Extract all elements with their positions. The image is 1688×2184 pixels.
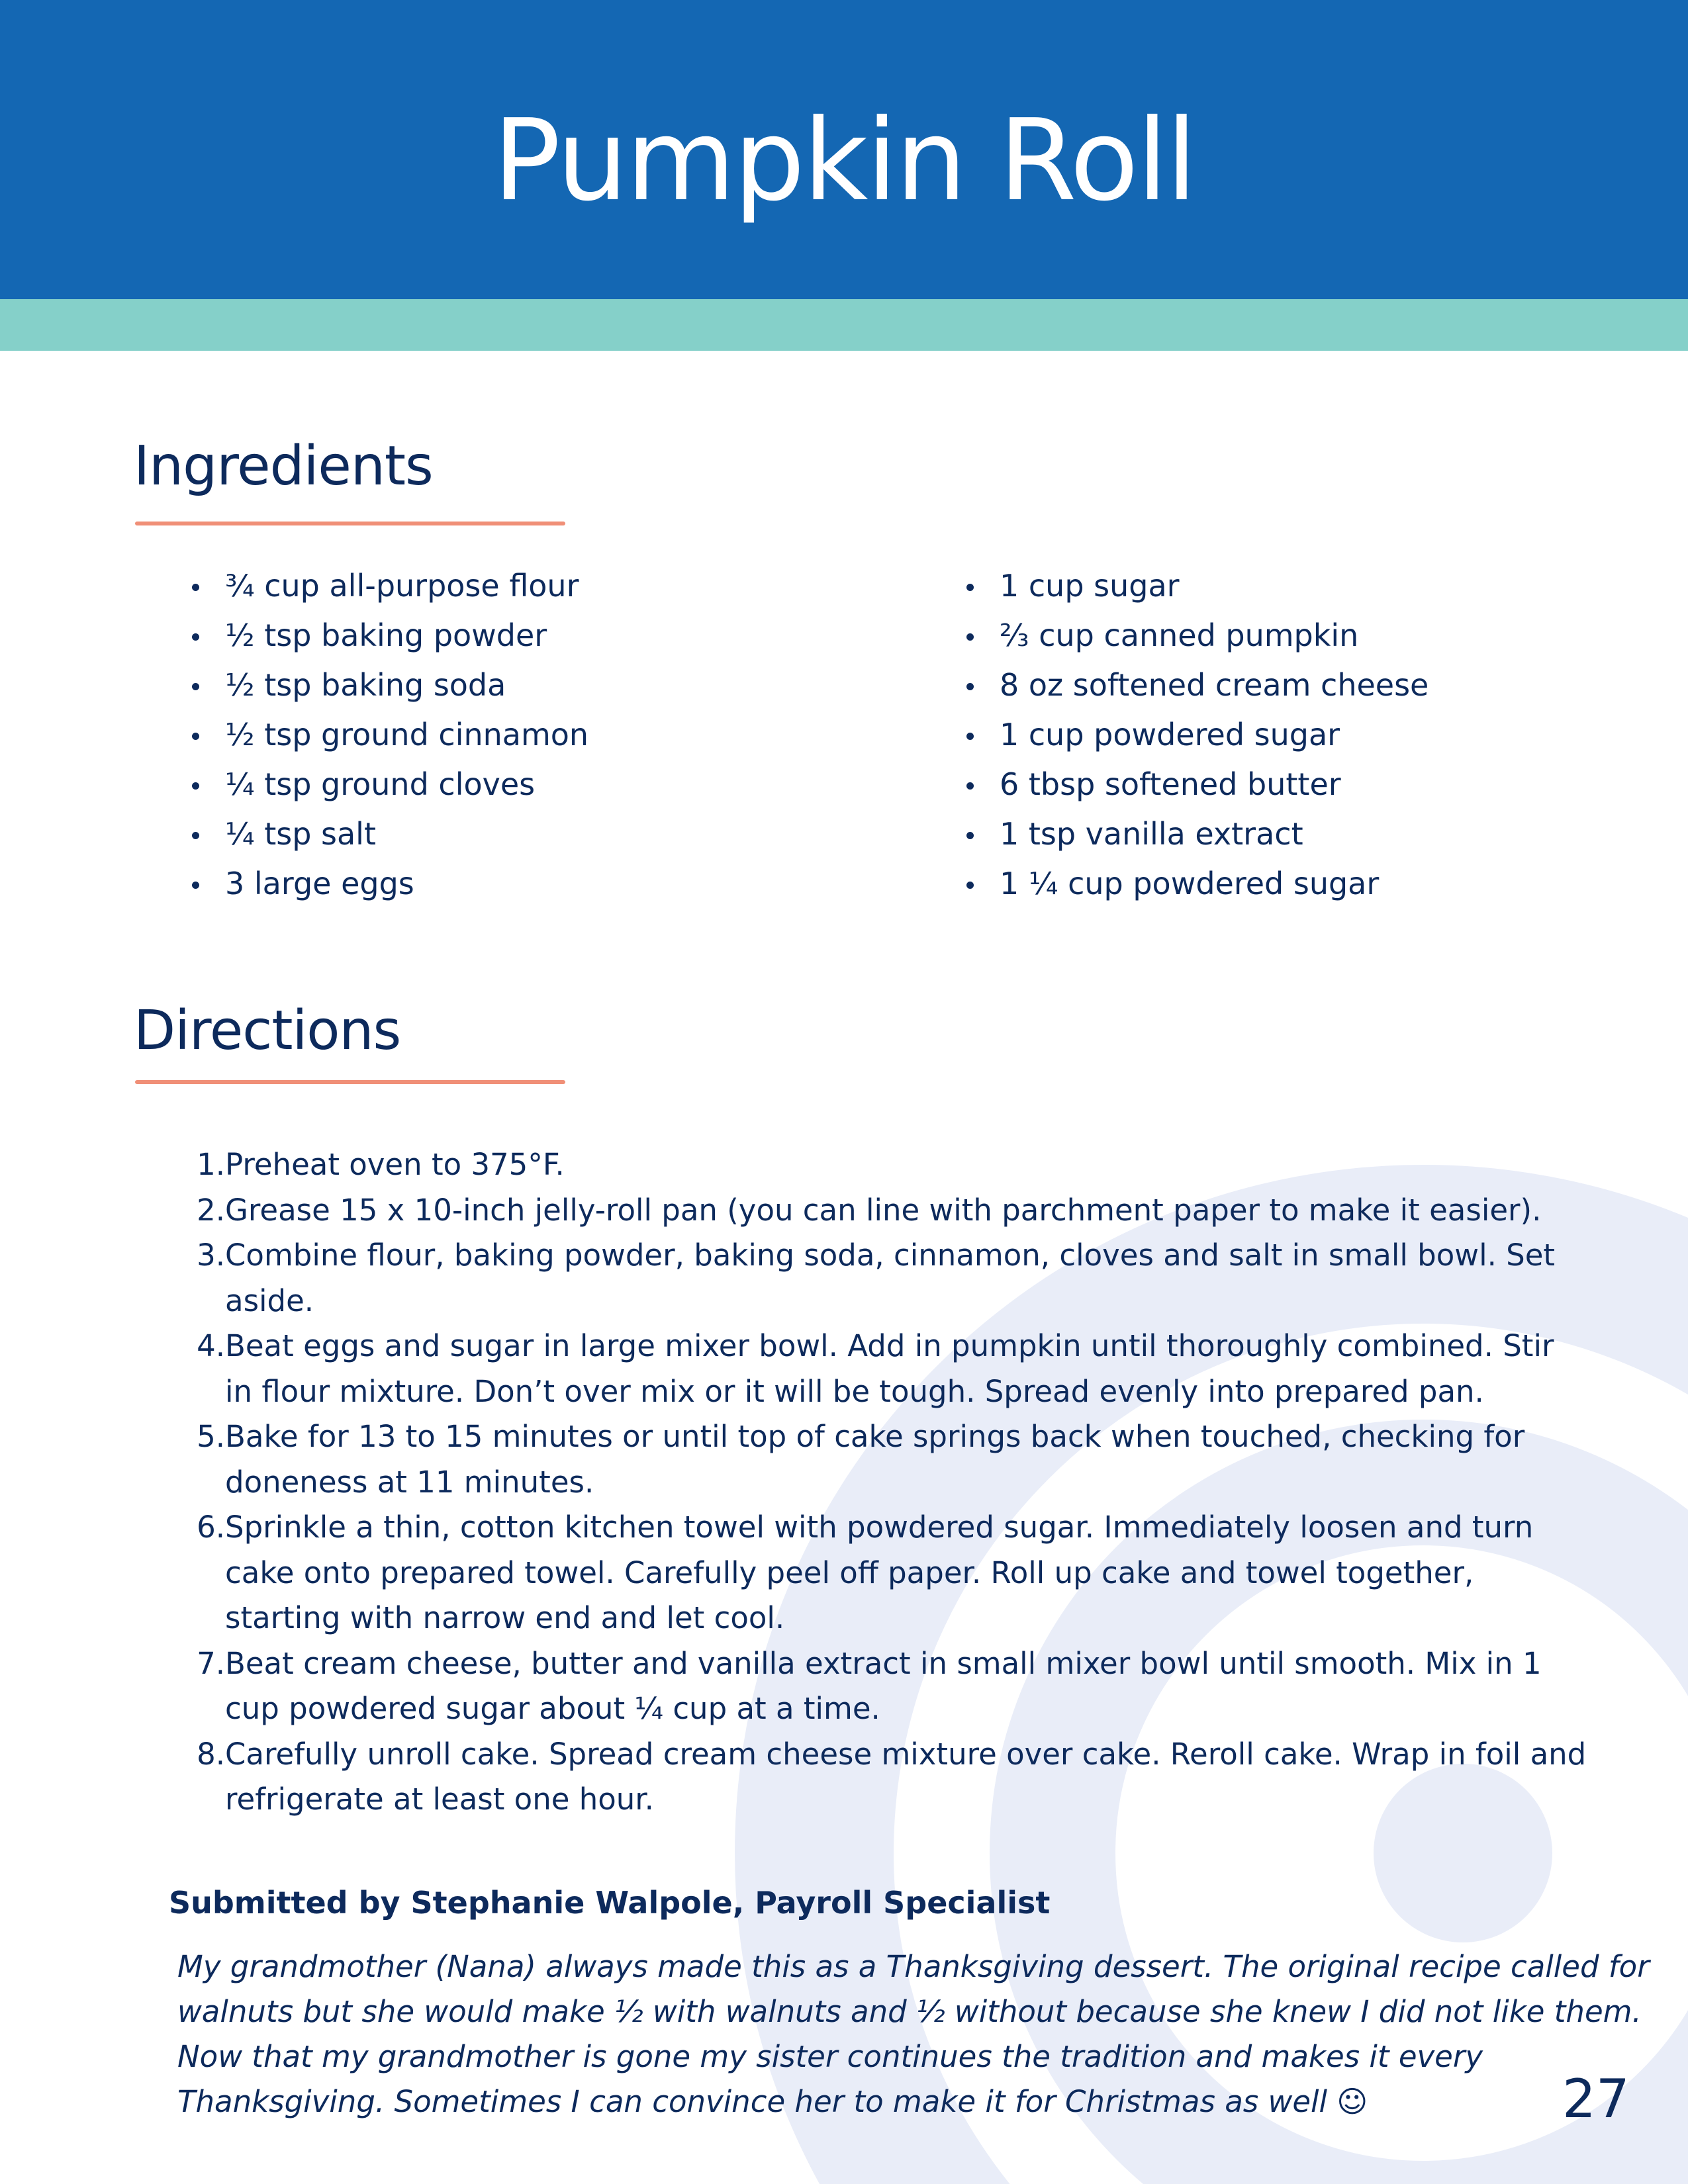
step-text: Sprinkle a thin, cotton kitchen towel with powdered sugar. Immediately loosen and turn cake onto prepared towel. Carefully peel off paper. Roll up cake and towel together, starting with narrow end and let cool.	[225, 1510, 1534, 1635]
submitted-by: Submitted by Stephanie Walpole, Payroll Specialist	[169, 1885, 1051, 1921]
direction-step	[192, 1188, 1589, 1234]
directions-heading-rule	[135, 1080, 565, 1084]
ingredients-list-left	[192, 561, 588, 909]
step-text: Combine flour, baking powder, baking soda, cinnamon, cloves and salt in small bowl. Set aside.	[225, 1238, 1556, 1318]
step-number: 6.	[197, 1510, 225, 1545]
ingredient-item: 1 cup powdered sugar	[966, 710, 1429, 760]
directions-list	[192, 1142, 1589, 1823]
story-line: walnuts but she would make ½ with walnuts and ½ without because she knew I did not like them.	[177, 1994, 1642, 2029]
story-line: My grandmother (Nana) always made this as a Thanksgiving dessert. The original recipe called for	[177, 1949, 1650, 1984]
ingredient-item: 8 oz softened cream cheese	[966, 660, 1429, 710]
directions-heading: Directions	[134, 999, 401, 1062]
direction-step	[192, 1505, 1589, 1641]
direction-step	[192, 1233, 1589, 1324]
ingredient-item: ¼ tsp salt	[192, 809, 588, 859]
page-number: 27	[1562, 2068, 1630, 2130]
step-number: 7.	[197, 1645, 225, 1681]
direction-step	[192, 1641, 1589, 1732]
step-number: 3.	[197, 1238, 225, 1273]
step-number: 4.	[197, 1328, 225, 1363]
ingredient-item: ½ tsp baking soda	[192, 660, 588, 710]
step-text: Beat cream cheese, butter and vanilla extract in small mixer bowl until smooth. Mix in 1 cup powdered sugar about ¼ cup at a time.	[225, 1645, 1542, 1726]
ingredient-item: 1 tsp vanilla extract	[966, 809, 1429, 859]
step-text: Beat eggs and sugar in large mixer bowl. Add in pumpkin until thoroughly combined. Stir in flour mixture. Don’t over mix or it will be tough. Spread evenly into prepared pan.	[225, 1328, 1554, 1409]
step-number: 2.	[197, 1192, 225, 1228]
ingredient-item: 1 ¼ cup powdered sugar	[966, 859, 1429, 909]
step-text: Grease 15 x 10-inch jelly-roll pan (you can line with parchment paper to make it easier).	[225, 1192, 1542, 1228]
step-text: Carefully unroll cake. Spread cream cheese mixture over cake. Reroll cake. Wrap in foil and refrigerate at least one hour.	[225, 1736, 1587, 1817]
step-text: Preheat oven to 375°F.	[225, 1147, 565, 1182]
direction-step	[192, 1324, 1589, 1414]
direction-step	[192, 1142, 1589, 1188]
ingredient-item: 3 large eggs	[192, 859, 588, 909]
story-line: Now that my grandmother is gone my sister continues the tradition and makes it every	[177, 2039, 1483, 2074]
ingredients-list-right	[966, 561, 1429, 909]
step-text: Bake for 13 to 15 minutes or until top of cake springs back when touched, checking for doneness at 11 minutes.	[225, 1419, 1525, 1500]
direction-step	[192, 1732, 1589, 1823]
ingredients-heading: Ingredients	[134, 435, 433, 498]
ingredient-item: ⅔ cup canned pumpkin	[966, 611, 1429, 660]
page-title: Pumpkin Roll	[492, 95, 1196, 226]
ingredient-item: ¼ tsp ground cloves	[192, 760, 588, 809]
ingredient-item: ½ tsp ground cinnamon	[192, 710, 588, 760]
step-number: 8.	[197, 1736, 225, 1772]
direction-step	[192, 1414, 1589, 1505]
ingredients-heading-rule	[135, 522, 565, 525]
ingredient-item: ¾ cup all-purpose flour	[192, 561, 588, 611]
step-number: 5.	[197, 1419, 225, 1454]
ingredient-item: 6 tbsp softened butter	[966, 760, 1429, 809]
ingredient-item: ½ tsp baking powder	[192, 611, 588, 660]
ingredient-item: 1 cup sugar	[966, 561, 1429, 611]
story-line: Thanksgiving. Sometimes I can convince her to make it for Christmas as well ☺	[177, 2084, 1368, 2119]
step-number: 1.	[197, 1147, 225, 1182]
